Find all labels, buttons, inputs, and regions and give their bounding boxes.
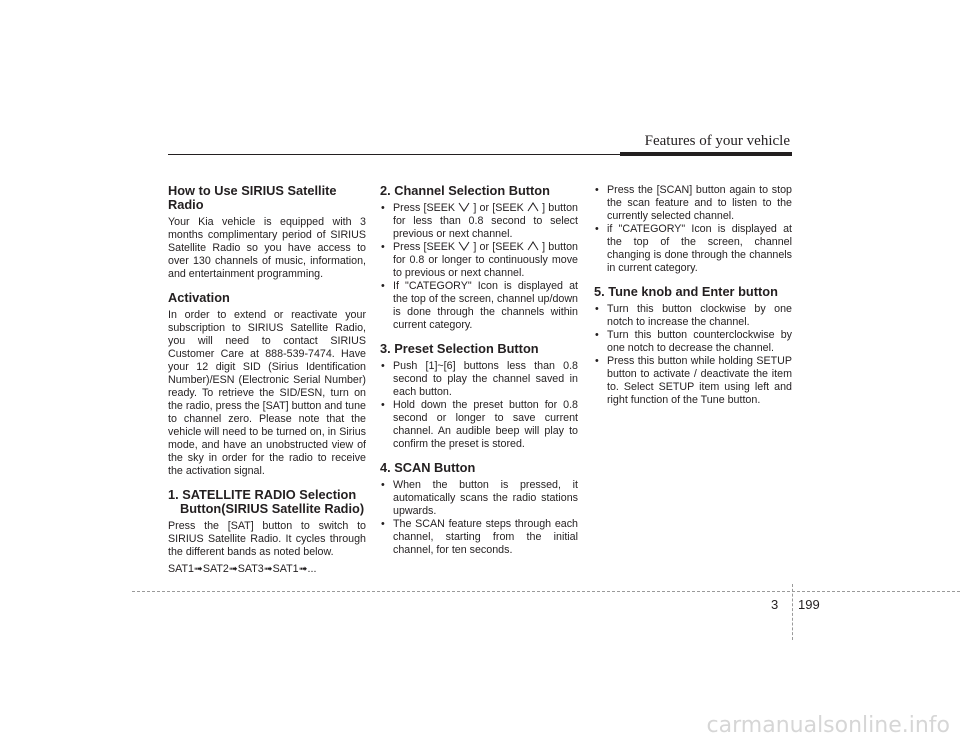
page-number: 199 bbox=[798, 597, 820, 612]
list-item: • When the button is pressed, it automatically scans the radio stations upwards. bbox=[381, 479, 578, 517]
column-3 bbox=[594, 184, 792, 407]
list-item: • Press the [SCAN] button again to stop the scan feature and to listen to the currently selected channel. bbox=[595, 184, 792, 222]
list-item: • Turn this button clockwise by one notch to increase the channel. bbox=[595, 303, 792, 328]
heading-sat-button: 1. SATELLITE RADIO Selection Button(SIRIUS Satellite Radio) bbox=[168, 487, 365, 516]
para-sirius: Your Kia vehicle is equipped with 3 months complimentary period of SIRIUS Satellite Radio so you have access to over 130 channels of music, information, and entertainment programming. bbox=[168, 216, 366, 280]
heading-activation: Activation bbox=[168, 290, 230, 305]
list-item: • if "CATEGORY" Icon is displayed at the top of the screen, channel changing is done through the channels in current category. bbox=[595, 223, 792, 274]
list-item: • The SCAN feature steps through each channel, starting from the initial channel, for ten seconds. bbox=[381, 518, 578, 556]
column-1 bbox=[168, 184, 366, 578]
list-item: • Hold down the preset button for 0.8 second or longer to save current channel. An audible beep will play to confirm the preset is stored. bbox=[381, 399, 578, 450]
heading-scan: 4. SCAN Button bbox=[380, 460, 476, 475]
list-item: • If "CATEGORY" Icon is displayed at the top of the screen, channel up/down is done through the channels within current category. bbox=[381, 280, 578, 331]
seek-down-icon bbox=[458, 241, 470, 251]
watermark: carmanualsonline.info bbox=[706, 713, 950, 738]
para-sat-button: Press the [SAT] button to switch to SIRIUS Satellite Radio. It cycles through the different bands as noted below. bbox=[168, 520, 366, 558]
header-title: Features of your vehicle bbox=[644, 133, 790, 149]
heading-channel: 2. Channel Selection Button bbox=[380, 183, 550, 198]
list-item: • Press [SEEK ] or [SEEK ] button for 0.8 or longer to continuously move to previous or next channel. bbox=[381, 241, 578, 279]
column-2 bbox=[380, 184, 578, 557]
list-item: • Push [1]~[6] buttons less than 0.8 second to play the channel saved in each button. bbox=[381, 360, 578, 398]
heading-preset: 3. Preset Selection Button bbox=[380, 341, 539, 356]
sat-sequence: SAT1➟SAT2➟SAT3➟SAT1➟... bbox=[168, 563, 317, 575]
chapter-number: 3 bbox=[771, 597, 779, 612]
heading-sirius: How to Use SIRIUS Satellite Radio bbox=[168, 183, 337, 212]
para-activation: In order to extend or reactivate your subscription to SIRIUS Satellite Radio, you will need to contact SIRIUS Customer Care at 888-539-7474. Have your 12 digit SID (Sirius Identification Number)/ESN (Electronic Serial Number) ready. To retrieve the SID/ESN, turn on the radio, press the [SAT] button and tune to channel zero. Please note that the vehicle will need to be turned on, in Sirius mode, and have an unobstructed view of the sky in order for the radio to receive the activation signal. bbox=[168, 309, 366, 477]
heading-tune: 5. Tune knob and Enter button bbox=[594, 284, 778, 299]
list-item: • Turn this button counterclockwise by one notch to decrease the channel. bbox=[595, 329, 792, 354]
list-item: • Press [SEEK ] or [SEEK ] button for less than 0.8 second to select previous or next channel. bbox=[381, 202, 578, 240]
footer-vertical-rule bbox=[792, 584, 793, 640]
seek-down-icon bbox=[458, 202, 470, 212]
footer-dashed-rule bbox=[132, 591, 960, 592]
list-item: • Press this button while holding SETUP button to activate / deactivate the item to. Select SETUP item using left and right function of the Tune button. bbox=[595, 355, 792, 406]
seek-up-icon bbox=[527, 241, 539, 251]
header-bar bbox=[620, 152, 792, 156]
seek-up-icon bbox=[527, 202, 539, 212]
